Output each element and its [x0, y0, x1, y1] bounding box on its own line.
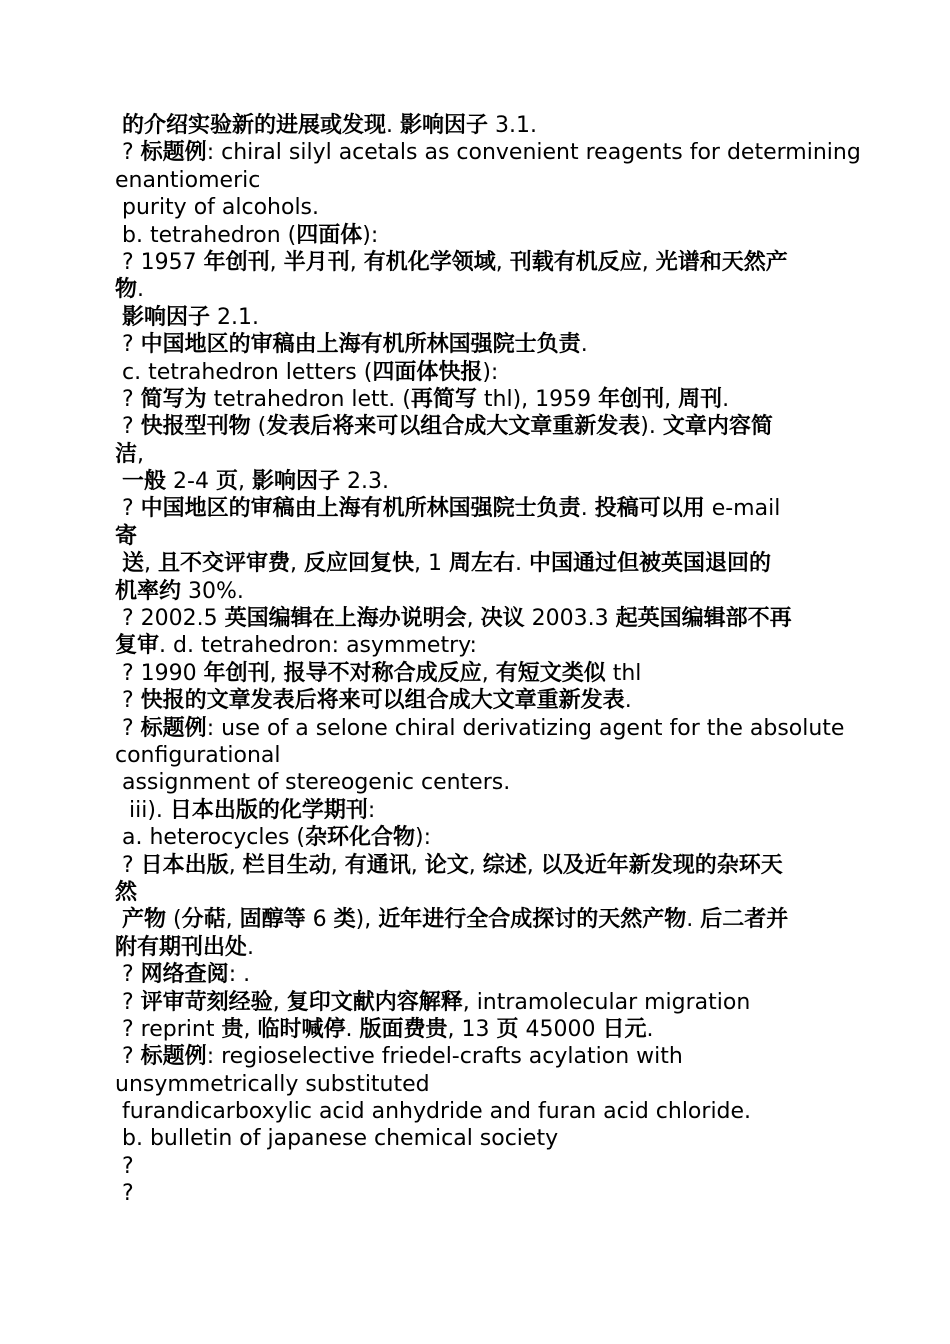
text-run: configurational [115, 742, 281, 768]
text-run: ? [115, 332, 141, 358]
text-run: 2.3. [339, 469, 389, 495]
bold-text-run: 临时喊停 [257, 1016, 346, 1042]
text-run: . [386, 113, 401, 138]
text-line [0, 468, 950, 495]
bold-text-run: 标题例 [140, 715, 207, 741]
text-run: , intramolecular migration [462, 989, 751, 1015]
text-run: ? [115, 852, 141, 878]
bold-text-run: 简写为 [140, 386, 207, 412]
text-run: . [624, 688, 632, 714]
text-run [115, 113, 122, 138]
text-run: thl), 1959 [476, 386, 599, 412]
bold-text-run: 年创刊 [203, 249, 270, 275]
bold-text-run: 洁 [115, 441, 138, 467]
text-line [0, 413, 950, 440]
bold-text-run: 光谱和天然产 [655, 249, 788, 275]
bold-text-run: 快报型刊物 [140, 414, 251, 440]
text-run: b. bulletin of japanese chemical society [115, 1126, 559, 1152]
bold-text-run: 复审 [115, 633, 160, 659]
bold-text-run: 页 [215, 469, 238, 495]
text-run: ? [115, 1181, 134, 1207]
text-run: assignment of stereogenic centers. [115, 770, 511, 796]
text-run: ( [166, 907, 182, 933]
bold-text-run: 年创刊 [598, 386, 665, 412]
text-run: enantiomeric [115, 167, 261, 193]
text-run: , [481, 660, 496, 686]
text-run: tetrahedron lett. ( [206, 386, 411, 412]
text-run: , [144, 551, 159, 577]
text-line [0, 304, 950, 331]
text-line [0, 824, 950, 851]
text-run: , [228, 852, 243, 878]
text-run: , [468, 852, 483, 878]
bold-text-run: 寄 [115, 523, 138, 549]
bold-text-run: 近年进行全合成探讨的天然产物 [378, 907, 687, 933]
bold-text-run: 四面体快报 [372, 359, 483, 385]
text-line [0, 222, 950, 249]
text-run: . [345, 1016, 360, 1042]
text-line [0, 386, 950, 413]
text-run: , [330, 852, 345, 878]
text-run: unsymmetrically substituted [115, 1071, 430, 1097]
bold-text-run: 决议 [480, 606, 525, 632]
bold-text-run: 起英国编辑部不再 [615, 606, 792, 632]
text-run: : use of a selone chiral derivatizing agent for the absolute [206, 715, 845, 741]
bold-text-run: 周刊 [678, 386, 723, 412]
text-line [0, 989, 950, 1016]
text-run: , [641, 249, 656, 275]
text-line [0, 194, 950, 221]
bold-text-run: 杂环化合物 [305, 825, 416, 851]
text-run: 6 [305, 907, 334, 933]
text-line [0, 331, 950, 358]
text-run: , [137, 441, 145, 467]
bold-text-run: 年创刊 [203, 660, 270, 686]
text-run: , [664, 386, 679, 412]
bold-text-run: 半月刊 [283, 249, 350, 275]
text-line [0, 112, 950, 139]
text-run: . [686, 907, 701, 933]
bold-text-run: 类 [333, 907, 356, 933]
text-run: b. tetrahedron ( [115, 222, 297, 248]
text-line [0, 906, 950, 933]
bold-text-run: 发表后将来可以组合成大文章重新发表 [266, 414, 641, 440]
bold-text-run: 以及近年新发现的杂环天 [540, 852, 783, 878]
text-run: , [410, 852, 425, 878]
text-run: thl [605, 660, 642, 686]
bold-text-run: 物 [115, 277, 138, 303]
text-run: : chiral silyl acetals as convenient reagents for determining [206, 140, 861, 166]
text-line [0, 1180, 950, 1207]
text-run: e-mail [704, 496, 781, 522]
text-line [0, 934, 950, 961]
text-run: ( [250, 414, 267, 440]
bold-text-run: 网络查阅 [140, 962, 229, 988]
text-line [0, 167, 950, 194]
bold-text-run: 机率约 [115, 578, 182, 604]
text-run: . [515, 551, 530, 577]
bold-text-run: 标题例 [140, 1044, 207, 1070]
text-run: ? 2002.5 [115, 606, 225, 632]
text-line [0, 1125, 950, 1152]
text-run: c. tetrahedron letters ( [115, 359, 373, 385]
bold-text-run: 有机化学领域 [363, 249, 496, 275]
bold-text-run: 分萜 [181, 907, 226, 933]
text-line [0, 632, 950, 659]
bold-text-run: 一般 [122, 469, 167, 495]
bold-text-run: 栏目生动 [242, 852, 331, 878]
text-run: a. heterocycles ( [115, 825, 306, 851]
text-run: ? [115, 496, 141, 522]
text-run: , [272, 989, 287, 1015]
text-run: , [349, 249, 364, 275]
text-run: 2-4 [166, 469, 216, 495]
bold-text-run: 后二者并 [700, 907, 789, 933]
text-line [0, 359, 950, 386]
bold-text-run: 投稿可以用 [594, 496, 705, 522]
text-line [0, 715, 950, 742]
bold-text-run: 日本出版的化学期刊 [169, 797, 368, 823]
bold-text-run: 文章内容简 [662, 414, 773, 440]
text-run: ? 1957 [115, 249, 204, 275]
text-line [0, 852, 950, 879]
text-line [0, 1153, 950, 1180]
bold-text-run: 刊载有机反应 [509, 249, 642, 275]
text-line [0, 660, 950, 687]
text-line [0, 1098, 950, 1125]
bold-text-run: 产物 [122, 907, 167, 933]
text-run: , [237, 469, 252, 495]
text-run: ), [355, 907, 379, 933]
text-line [0, 276, 950, 303]
text-run: , 13 [447, 1016, 497, 1042]
bold-text-run: 中国地区的审稿由上海有机所林国强院士负责 [140, 496, 581, 522]
text-line [0, 1071, 950, 1098]
bold-text-run: 送 [122, 551, 145, 577]
bold-text-run: 贵 [221, 1016, 244, 1042]
bold-text-run: 日本出版 [140, 852, 229, 878]
text-run: , [290, 551, 305, 577]
text-run: ? [115, 1153, 134, 1179]
text-line [0, 441, 950, 468]
text-line [0, 687, 950, 714]
text-run [115, 551, 122, 576]
text-line [0, 797, 950, 824]
text-run: ): [415, 825, 432, 851]
bold-text-run: 日元 [602, 1016, 647, 1042]
text-run: , [495, 249, 510, 275]
bold-text-run: 复印文献内容解释 [286, 989, 463, 1015]
text-line [0, 523, 950, 550]
bold-text-run: 固醇等 [239, 907, 306, 933]
bold-text-run: 评审苛刻经验 [140, 989, 273, 1015]
text-run: 2003.3 [524, 606, 616, 632]
text-run: ? [115, 962, 141, 988]
text-run: , 1 [414, 551, 450, 577]
text-line [0, 742, 950, 769]
text-run: . [580, 496, 595, 522]
text-run: . [137, 277, 145, 303]
text-run: , [526, 852, 541, 878]
bold-text-run: 且不交评审费 [158, 551, 291, 577]
text-run: ? [115, 715, 141, 741]
text-run [115, 469, 122, 494]
text-run: ? [115, 989, 141, 1015]
text-run: , [269, 249, 284, 275]
text-run: ? [115, 688, 141, 714]
text-run: . [247, 934, 255, 960]
bold-text-run: 影响因子 [122, 304, 211, 330]
text-line [0, 961, 950, 988]
bold-text-run: 附有期刊出处 [115, 934, 248, 960]
text-run: ): [482, 359, 499, 385]
text-run: 45000 [518, 1016, 603, 1042]
bold-text-run: 有短文类似 [495, 660, 606, 686]
bold-text-run: 然 [115, 879, 138, 905]
bold-text-run: 快报的文章发表后将来可以组合成大文章重新发表 [140, 688, 625, 714]
text-run: ? reprint [115, 1016, 222, 1042]
bold-text-run: 论文 [424, 852, 469, 878]
text-run: , [243, 1016, 258, 1042]
text-run: furandicarboxylic acid anhydride and furan acid chloride. [115, 1099, 752, 1125]
bold-text-run: 标题例 [140, 140, 207, 166]
text-line [0, 578, 950, 605]
bold-text-run: 周左右 [449, 551, 516, 577]
text-run: ? [115, 140, 141, 166]
text-run: : regioselective friedel-crafts acylation with [206, 1044, 683, 1070]
text-run: , [269, 660, 284, 686]
text-run: ): [362, 222, 379, 248]
bold-text-run: 中国地区的审稿由上海有机所林国强院士负责 [140, 332, 581, 358]
text-line [0, 139, 950, 166]
text-run: ? 1990 [115, 660, 204, 686]
text-run: 2.1. [210, 304, 259, 330]
text-run: . [646, 1016, 654, 1042]
bold-text-run: 中国通过但被英国退回的 [529, 551, 772, 577]
bold-text-run: 有通讯 [344, 852, 411, 878]
text-line [0, 550, 950, 577]
bold-text-run: 影响因子 [251, 469, 340, 495]
bold-text-run: 版面费贵 [359, 1016, 448, 1042]
text-run: 3.1. [488, 113, 538, 138]
text-run: ? [115, 1044, 141, 1070]
text-line [0, 879, 950, 906]
text-run: . d. tetrahedron: asymmetry: [159, 633, 477, 659]
text-run: 30%. [181, 578, 244, 604]
bold-text-run: 四面体 [296, 222, 363, 248]
text-run: , [225, 907, 240, 933]
text-run: . [722, 386, 730, 412]
document-page [0, 112, 950, 1208]
text-run: , [466, 606, 481, 632]
text-line [0, 605, 950, 632]
text-run: ). [640, 414, 663, 440]
text-line [0, 495, 950, 522]
text-run [115, 305, 122, 330]
text-run: purity of alcohols. [115, 195, 320, 221]
text-line [0, 249, 950, 276]
bold-text-run: 影响因子 [400, 113, 489, 138]
bold-text-run: 报导不对称合成反应 [283, 660, 482, 686]
text-line [0, 769, 950, 796]
text-line [0, 1043, 950, 1070]
text-run: . [580, 332, 588, 358]
text-run: ? [115, 414, 141, 440]
bold-text-run: 再简写 [410, 386, 477, 412]
bold-text-run: 综述 [482, 852, 527, 878]
text-run: iii). [115, 797, 170, 823]
bold-text-run: 的介绍实验新的进展或发现 [122, 113, 387, 138]
bold-text-run: 反应回复快 [304, 551, 415, 577]
bold-text-run: 英国编辑在上海办说明会 [224, 606, 467, 632]
text-run: : . [228, 962, 251, 988]
bold-text-run: 页 [496, 1016, 519, 1042]
text-run [115, 907, 122, 932]
text-line [0, 1016, 950, 1043]
text-run: : [367, 797, 376, 823]
text-run: ? [115, 386, 141, 412]
